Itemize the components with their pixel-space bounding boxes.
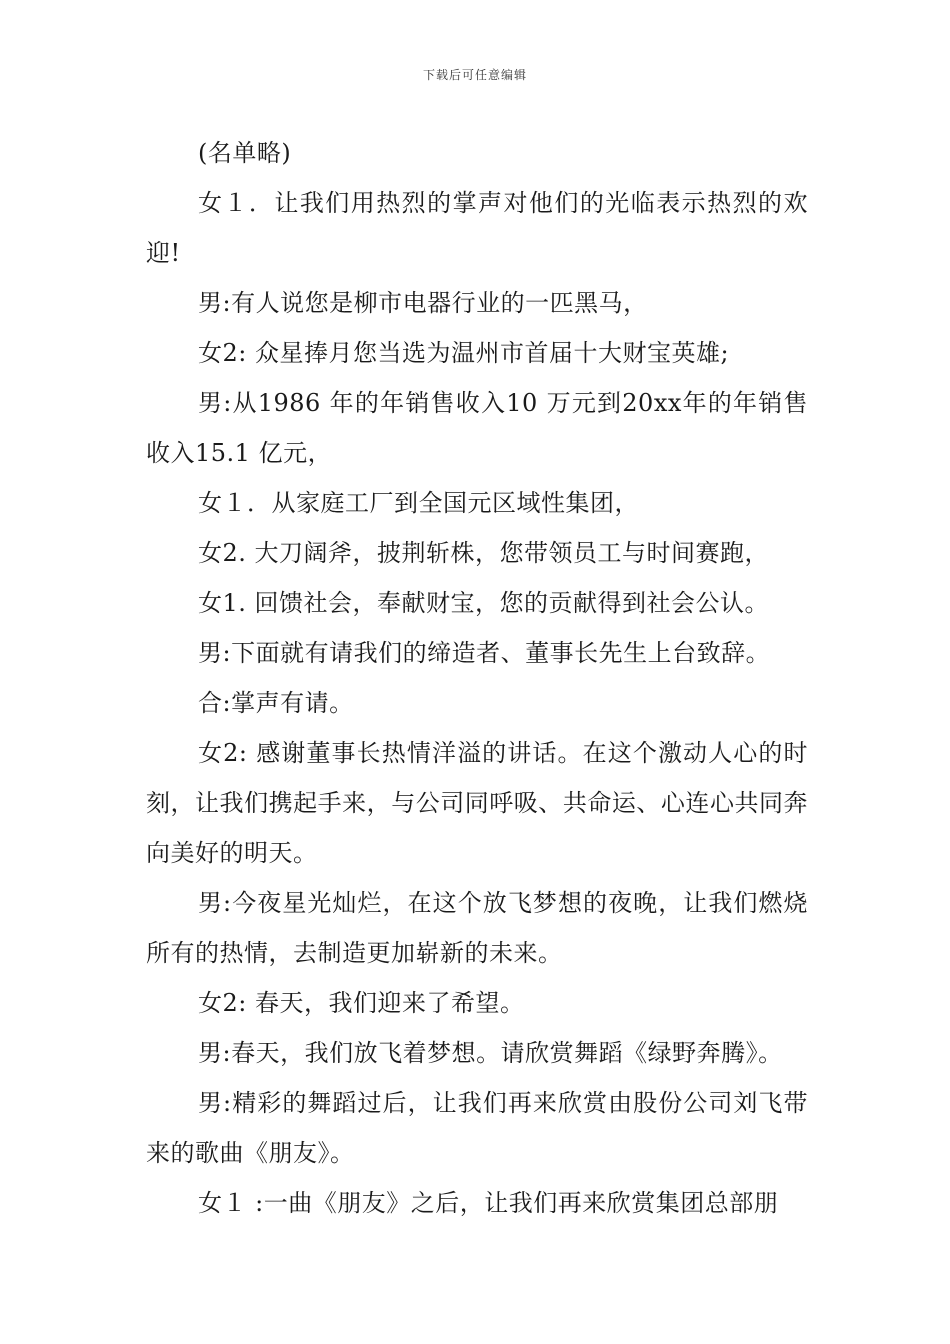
paragraph-hero: 女2: 众星捧月您当选为温州市首届十大财宝英雄; <box>198 339 730 367</box>
page-header: 下载后可任意编辑 <box>422 68 527 82</box>
paragraph-list-note: (名单略) <box>198 139 292 167</box>
paragraph-spring-hope: 女2: 春天，我们迎来了希望。 <box>198 989 525 1017</box>
paragraph-dance: 男:春天，我们放飞着梦想。请欣赏舞蹈《绿野奔腾》。 <box>198 1039 783 1067</box>
paragraph-invite-chairman: 男:下面就有请我们的缔造者、董事长先生上台致辞。 <box>198 639 771 667</box>
paragraph-starry-night: 男:今夜星光灿烂，在这个放飞梦想的夜晚，让我们燃烧所有的热情，去制造更加崭新的未来。 <box>146 889 808 967</box>
paragraph-thanks: 女2: 感谢董事长热情洋溢的讲话。在这个激动人心的时刻，让我们携起手来，与公司同呼吸、共命运、心连心共同奔向美好的明天。 <box>146 739 808 867</box>
document-body <box>146 128 808 1228</box>
paragraph-applause: 合:掌声有请。 <box>198 689 354 717</box>
paragraph-welcome: 女１．让我们用热烈的掌声对他们的光临表示热烈的欢迎! <box>146 189 808 267</box>
paragraph-sales: 男:从1986 年的年销售收入10 万元到20xx年的年销售收入15.1 亿元， <box>146 389 808 467</box>
paragraph-song: 男:精彩的舞蹈过后，让我们再来欣赏由股份公司刘飞带来的歌曲《朋友》。 <box>146 1089 808 1167</box>
paragraph-after-song: 女１ :一曲《朋友》之后，让我们再来欣赏集团总部朋 <box>198 1189 779 1217</box>
paragraph-dark-horse: 男:有人说您是柳市电器行业的一匹黑马， <box>198 289 648 317</box>
paragraph-contribution: 女1. 回馈社会，奉献财宝，您的贡献得到社会公认。 <box>198 589 770 617</box>
paragraph-family-factory: 女１．从家庭工厂到全国元区域性集团， <box>198 489 639 517</box>
paragraph-race: 女2. 大刀阔斧，披荆斩株，您带领员工与时间赛跑， <box>198 539 770 567</box>
